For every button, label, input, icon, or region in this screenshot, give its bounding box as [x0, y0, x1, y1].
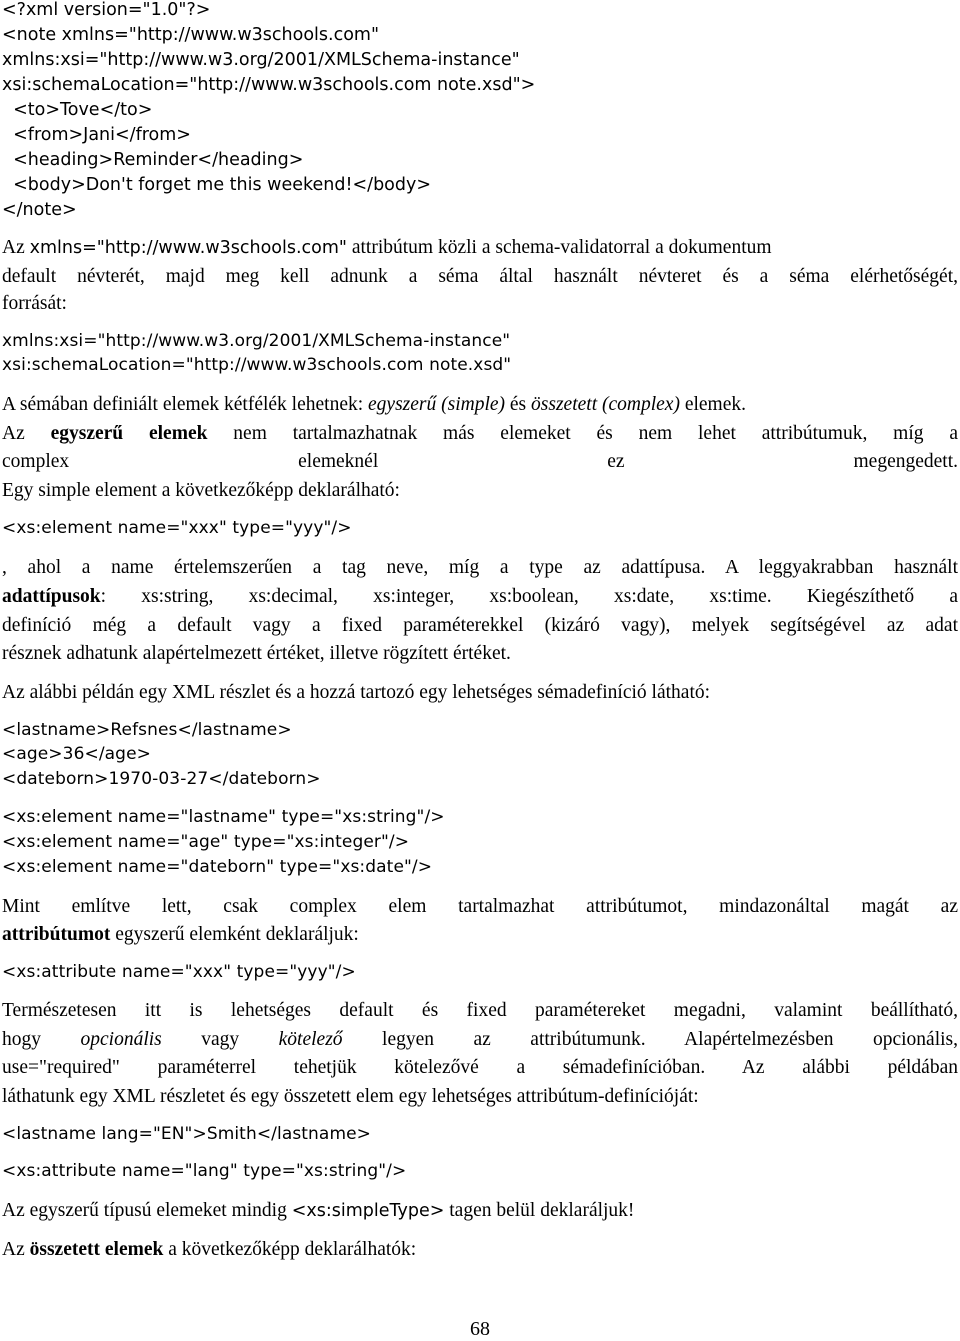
paragraph-line: láthatunk egy XML részletet és egy összetett elem egy lehetséges attribútum-definícióját: — [2, 1086, 699, 1107]
code-line: <xs:element name="age" type="xs:integer"/> — [2, 832, 410, 852]
code-line: <to>Tove</to> — [2, 100, 153, 120]
paragraph-line: Az xmlns="http://www.w3schools.com" attribútum közli a schema-validatorral a dokumentum — [2, 237, 772, 258]
lang-schema-example: <xs:attribute name="lang" type="xs:string"/> — [2, 1161, 407, 1181]
paragraph-line: use="required" paraméterrel tehetjük kötelezővé a sémadefinícióban. Az alábbi példában — [2, 1057, 958, 1078]
paragraph-line: résznek adhatunk alapértelmezett értéket, illetve rögzített értéket. — [2, 643, 511, 664]
paragraph-line: forrását: — [2, 293, 67, 314]
page-number: 68 — [470, 1318, 490, 1340]
code-line: xsi:schemaLocation="http://www.w3schools.com note.xsd"> — [2, 75, 536, 95]
paragraph-simpletype: Az egyszerű típusú elemeket mindig <xs:simpleType> tagen belül deklaráljuk! — [2, 1200, 635, 1221]
code-line: <age>36</age> — [2, 744, 151, 764]
code-line: </note> — [2, 200, 77, 220]
paragraph-line: Mint említve lett, csak complex elem tartalmazhat attribútumot, mindazonáltal magát az — [2, 896, 958, 917]
code-line: <dateborn>1970-03-27</dateborn> — [2, 769, 321, 789]
paragraph-line: attribútumot egyszerű elemként deklaráljuk: — [2, 924, 359, 945]
code-line: xmlns:xsi="http://www.w3.org/2001/XMLSchema-instance" — [2, 331, 511, 351]
paragraph-line: definíció még a default vagy a fixed paraméterekkel (kizáró vagy), melyek segítségével az adat — [2, 615, 958, 636]
paragraph-line: Természetesen itt is lehetséges default és fixed paramétereket megadni, valamint beállítható, — [2, 1000, 958, 1021]
code-line: <xs:element name="dateborn" type="xs:date"/> — [2, 857, 433, 877]
paragraph-line: A sémában definiált elemek kétfélék lehetnek: egyszerű (simple) és összetett (complex) elemek. — [2, 394, 747, 415]
paragraph-line: Egy simple element a következőképp deklarálható: — [2, 480, 400, 501]
paragraph-line: Az egyszerű elemek nem tartalmazhatnak más elemeket és nem lehet attribútumuk, míg a — [2, 423, 958, 444]
code-line: <?xml version="1.0"?> — [2, 0, 211, 20]
paragraph-line: hogy opcionális vagy kötelező legyen az attribútumunk. Alapértelmezésben opcionális, — [2, 1029, 959, 1050]
code-line: <note xmlns="http://www.w3schools.com" — [2, 25, 380, 45]
code-line: xmlns:xsi="http://www.w3.org/2001/XMLSchema-instance" — [2, 50, 520, 70]
code-line: <from>Jani</from> — [2, 125, 191, 145]
paragraph-line: default névterét, majd meg kell adnunk a séma által használt névteret és a séma elérhetőségét, — [2, 266, 958, 287]
code-line: <xs:element name="lastname" type="xs:string"/> — [2, 807, 445, 827]
lang-xml-example: <lastname lang="EN">Smith</lastname> — [2, 1124, 372, 1144]
paragraph-line: complex elemeknél ez megengedett. — [2, 451, 958, 472]
code-line: xsi:schemaLocation="http://www.w3schools.com note.xsd" — [2, 355, 512, 375]
code-line: <heading>Reminder</heading> — [2, 150, 304, 170]
paragraph-line: , ahol a name értelemszerűen a tag neve, míg a type az adattípusa. A leggyakrabban használt — [2, 557, 958, 578]
paragraph-line: adattípusok: xs:string, xs:decimal, xs:integer, xs:boolean, xs:date, xs:time. Kiegészíthető a — [2, 586, 959, 607]
code-line: <lastname>Refsnes</lastname> — [2, 720, 292, 740]
paragraph-complex-intro: Az összetett elemek a következőképp deklarálhatók: — [2, 1239, 417, 1260]
code-line: <body>Don't forget me this weekend!</body> — [2, 175, 432, 195]
attribute-declaration: <xs:attribute name="xxx" type="yyy"/> — [2, 962, 356, 982]
paragraph-example-intro: Az alábbi példán egy XML részlet és a hozzá tartozó egy lehetséges sémadefiníció látható: — [2, 682, 711, 703]
simple-element-declaration: <xs:element name="xxx" type="yyy"/> — [2, 518, 352, 538]
